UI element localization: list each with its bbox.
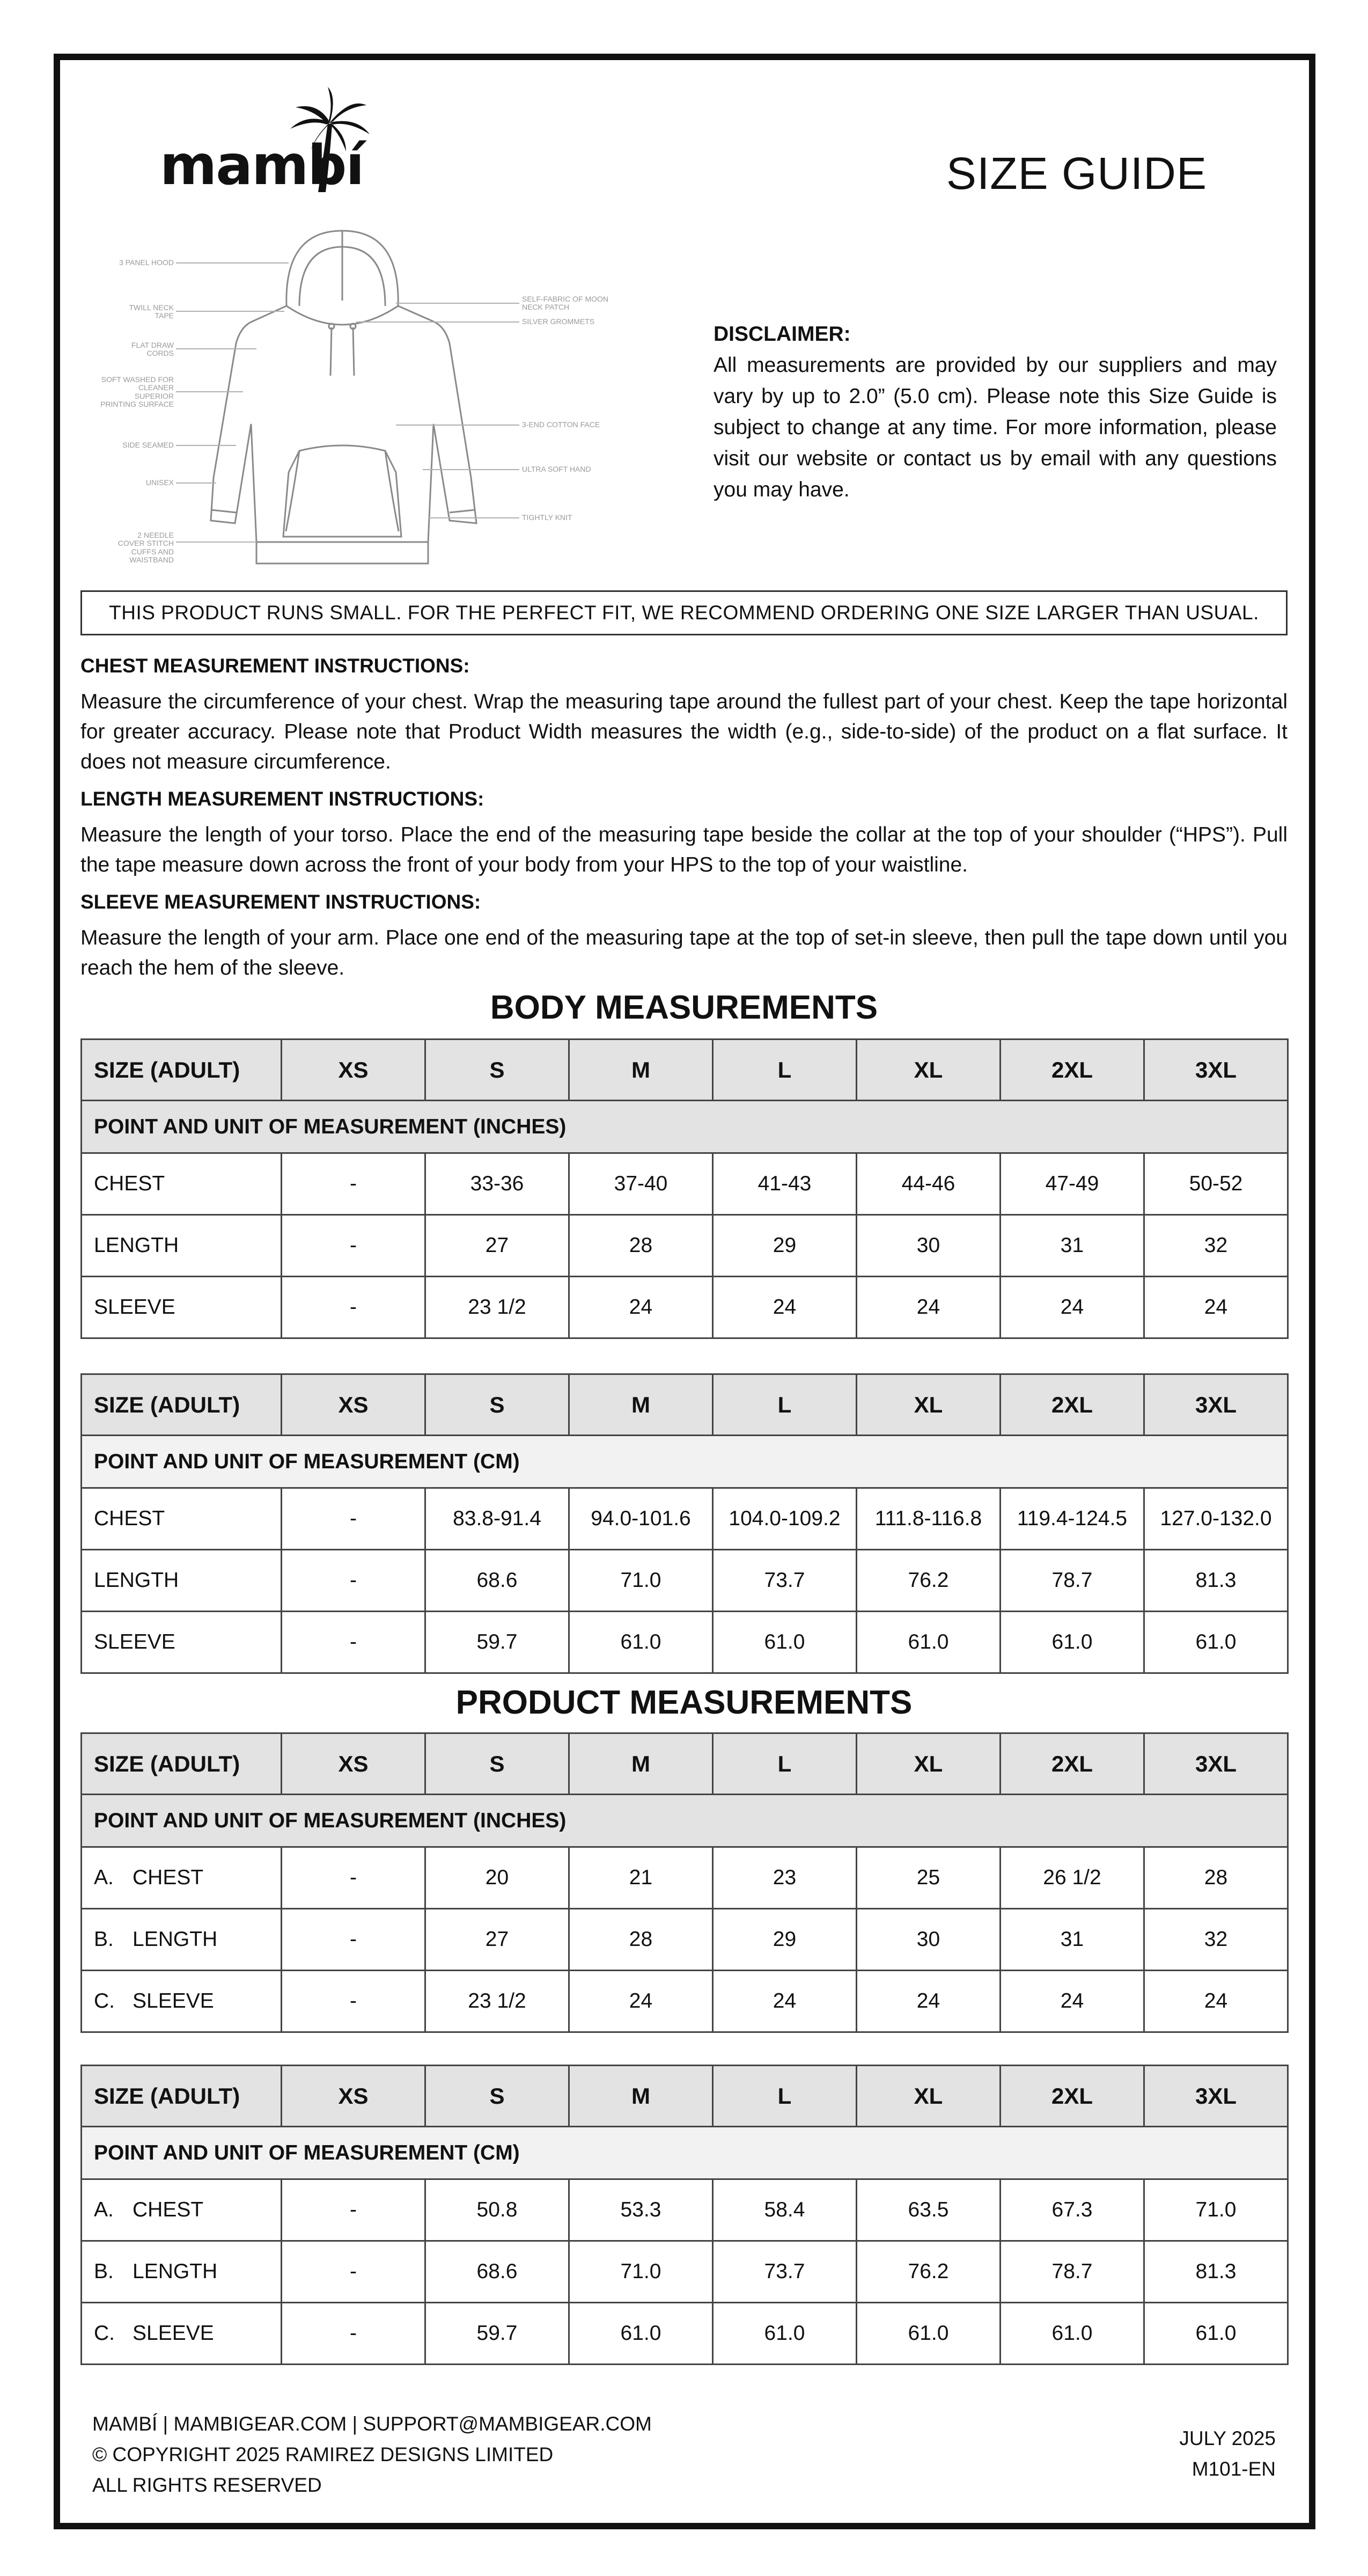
- table-row: [82, 1277, 1288, 1338]
- measurement-letter: A.: [94, 1866, 114, 1889]
- measurement-value: 20: [425, 1847, 569, 1909]
- measurement-value: 61.0: [569, 2303, 713, 2365]
- size-header-cell: M: [569, 1040, 713, 1101]
- callout-3-end-cotton-face: 3-END COTTON FACE: [522, 420, 600, 429]
- size-header-row: [82, 2066, 1288, 2127]
- measurement-value: 32: [1144, 1215, 1288, 1277]
- hoodie-drawing: [95, 220, 670, 585]
- measurement-label: [82, 1550, 282, 1612]
- measurement-value: 24: [857, 1277, 1001, 1338]
- measurement-label: [82, 1215, 282, 1277]
- size-header-cell: SIZE (ADULT): [82, 2066, 282, 2127]
- body-measurements-title: BODY MEASUREMENTS: [490, 989, 878, 1026]
- size-header-cell: L: [713, 1040, 857, 1101]
- measurement-value: 81.3: [1144, 2241, 1288, 2303]
- table-row: [82, 1971, 1288, 2032]
- length-instructions-text: Measure the length of your torso. Place the end of the measuring tape beside the collar at the top of your shoulder (“HPS”). Pull the tape measure down across the front of your body from your HPS to the top of your waistline.: [80, 823, 1288, 876]
- measurement-letter: B.: [94, 1928, 114, 1951]
- size-header-cell: 3XL: [1144, 1040, 1288, 1101]
- measurement-value: -: [282, 1153, 425, 1215]
- size-header-cell: XL: [857, 2066, 1001, 2127]
- table-row: [82, 2179, 1288, 2241]
- measurement-value: 30: [857, 1215, 1001, 1277]
- measurement-value: 78.7: [1001, 2241, 1144, 2303]
- measurement-value: 68.6: [425, 2241, 569, 2303]
- measurement-value: 50.8: [425, 2179, 569, 2241]
- measurement-value: 26 1/2: [1001, 1847, 1144, 1909]
- fit-notice: THIS PRODUCT RUNS SMALL. FOR THE PERFECT FIT, WE RECOMMEND ORDERING ONE SIZE LARGER THAN USUAL.: [80, 590, 1288, 635]
- table-row: [82, 1909, 1288, 1971]
- measurement-value: 24: [857, 1971, 1001, 2032]
- measurement-value: 61.0: [569, 1612, 713, 1673]
- measurement-name: LENGTH: [94, 1569, 179, 1592]
- measurement-value: 61.0: [1001, 2303, 1144, 2365]
- measurement-value: -: [282, 1488, 425, 1550]
- measurement-value: 27: [425, 1909, 569, 1971]
- footer-date: JULY 2025: [1179, 2427, 1276, 2449]
- measurement-value: 68.6: [425, 1550, 569, 1612]
- measurement-value: 127.0-132.0: [1144, 1488, 1288, 1550]
- measurement-name: SLEEVE: [133, 1989, 214, 2012]
- measurement-value: 61.0: [857, 2303, 1001, 2365]
- size-header-cell: 2XL: [1001, 1040, 1144, 1101]
- measurement-value: -: [282, 1971, 425, 2032]
- measurement-value: 28: [1144, 1847, 1288, 1909]
- measurement-value: -: [282, 1550, 425, 1612]
- measurement-value: 119.4-124.5: [1001, 1488, 1144, 1550]
- measurement-value: 23 1/2: [425, 1277, 569, 1338]
- measurement-value: 47-49: [1001, 1153, 1144, 1215]
- measurement-value: 24: [569, 1277, 713, 1338]
- product-measurements-cm-table: [80, 2065, 1289, 2365]
- footer-contact: [92, 2409, 652, 2500]
- callout-silver-grommets: SILVER GROMMETS: [522, 317, 595, 326]
- measurement-letter: C.: [94, 1989, 115, 2012]
- size-header-cell: XS: [282, 1733, 425, 1795]
- measurement-letter: C.: [94, 2322, 115, 2345]
- measurement-value: 61.0: [713, 1612, 857, 1673]
- measurement-value: -: [282, 1277, 425, 1338]
- measurement-value: 30: [857, 1909, 1001, 1971]
- callout-ultra-soft-hand: ULTRA SOFT HAND: [522, 465, 591, 473]
- table-row: [82, 2241, 1288, 2303]
- measurement-value: -: [282, 1909, 425, 1971]
- measurement-label: [82, 2241, 282, 2303]
- size-header-cell: XL: [857, 1040, 1001, 1101]
- measurement-value: 61.0: [713, 2303, 857, 2365]
- footer-line-brand: MAMBÍ | MAMBIGEAR.COM | SUPPORT@MAMBIGEAR.COM: [92, 2413, 652, 2435]
- measurement-letter: A.: [94, 2198, 114, 2221]
- measurement-value: 61.0: [1001, 1612, 1144, 1673]
- table-row: [82, 2303, 1288, 2365]
- measurement-value: 32: [1144, 1909, 1288, 1971]
- size-header-cell: L: [713, 1374, 857, 1436]
- measurement-value: 24: [713, 1971, 857, 2032]
- unit-subheader-row: [82, 2127, 1288, 2179]
- measurement-letter: B.: [94, 2260, 114, 2283]
- measurement-value: 27: [425, 1215, 569, 1277]
- size-header-cell: SIZE (ADULT): [82, 1374, 282, 1436]
- size-header-cell: SIZE (ADULT): [82, 1733, 282, 1795]
- measurement-label: [82, 1277, 282, 1338]
- footer-line-rights: ALL RIGHTS RESERVED: [92, 2474, 322, 2496]
- page-title: SIZE GUIDE: [946, 148, 1207, 199]
- measurement-label: [82, 1488, 282, 1550]
- measurement-value: -: [282, 1612, 425, 1673]
- measurement-name: SLEEVE: [94, 1630, 175, 1653]
- callout-side-seamed: SIDE SEAMED: [122, 441, 174, 449]
- measurement-value: 24: [569, 1971, 713, 2032]
- callout-self-fabric-patch: SELF-FABRIC OF MOON NECK PATCH: [522, 295, 609, 312]
- measurement-name: SLEEVE: [94, 1296, 175, 1319]
- size-header-row: [82, 1374, 1288, 1436]
- measurement-name: LENGTH: [133, 2260, 218, 2283]
- callout-soft-washed: SOFT WASHED FOR CLEANER SUPERIOR PRINTING SURFACE: [100, 375, 174, 409]
- measurement-value: 59.7: [425, 2303, 569, 2365]
- unit-subheader-row: [82, 1101, 1288, 1153]
- disclaimer-heading: DISCLAIMER:: [714, 323, 851, 346]
- table-row: [82, 1215, 1288, 1277]
- measurement-value: 111.8-116.8: [857, 1488, 1001, 1550]
- size-header-cell: M: [569, 1733, 713, 1795]
- callout-3-panel-hood: 3 PANEL HOOD: [119, 258, 174, 267]
- size-header-cell: XS: [282, 1040, 425, 1101]
- measurement-label: [82, 2179, 282, 2241]
- measurement-value: 24: [1001, 1277, 1144, 1338]
- measurement-value: 33-36: [425, 1153, 569, 1215]
- size-header-cell: S: [425, 1733, 569, 1795]
- measurement-value: 50-52: [1144, 1153, 1288, 1215]
- measurement-value: -: [282, 2179, 425, 2241]
- measurement-name: SLEEVE: [133, 2322, 214, 2345]
- body-measurements-cm-table: [80, 1373, 1289, 1674]
- measurement-value: 71.0: [1144, 2179, 1288, 2241]
- measurement-name: LENGTH: [133, 1928, 218, 1951]
- size-header-row: [82, 1040, 1288, 1101]
- size-header-cell: 3XL: [1144, 2066, 1288, 2127]
- disclaimer-text: All measurements are provided by our suppliers and may vary by up to 2.0” (5.0 cm). Please note this Size Guide is subject to change at any time. For more information, please visit our website or contact us by email with any questions you may have.: [714, 354, 1277, 501]
- unit-subheader: POINT AND UNIT OF MEASUREMENT (INCHES): [82, 1101, 1288, 1153]
- measurement-value: -: [282, 2303, 425, 2365]
- measurement-value: 29: [713, 1909, 857, 1971]
- table-row: [82, 1550, 1288, 1612]
- measurement-value: 83.8-91.4: [425, 1488, 569, 1550]
- unit-subheader: POINT AND UNIT OF MEASUREMENT (CM): [82, 2127, 1288, 2179]
- measurement-value: 23: [713, 1847, 857, 1909]
- size-header-cell: S: [425, 1040, 569, 1101]
- measurement-value: 63.5: [857, 2179, 1001, 2241]
- callout-twill-neck-tape: TWILL NECK TAPE: [129, 303, 174, 320]
- chest-instructions-text: Measure the circumference of your chest. Wrap the measuring tape around the fullest part of your chest. Keep the tape horizontal for greater accuracy. Please note that Product Width measures the width (e.g., side-to-side) of the product on a flat surface. It does not measure circumference.: [80, 690, 1288, 773]
- measurement-value: 76.2: [857, 2241, 1001, 2303]
- size-header-cell: XL: [857, 1733, 1001, 1795]
- measurement-value: 58.4: [713, 2179, 857, 2241]
- size-header-cell: 2XL: [1001, 1733, 1144, 1795]
- measurement-label: [82, 1153, 282, 1215]
- measurement-value: 29: [713, 1215, 857, 1277]
- disclaimer-block: [714, 319, 1277, 506]
- measurement-value: 23 1/2: [425, 1971, 569, 2032]
- measurement-name: CHEST: [133, 2198, 204, 2221]
- size-header-cell: M: [569, 2066, 713, 2127]
- measurement-value: 81.3: [1144, 1550, 1288, 1612]
- measurement-value: 28: [569, 1909, 713, 1971]
- measurement-value: 71.0: [569, 2241, 713, 2303]
- measurement-value: 67.3: [1001, 2179, 1144, 2241]
- size-header-cell: L: [713, 2066, 857, 2127]
- measurement-value: 24: [713, 1277, 857, 1338]
- hoodie-illustration: [95, 220, 670, 585]
- footer-code: M101-EN: [1192, 2458, 1276, 2480]
- unit-subheader-row: [82, 1795, 1288, 1847]
- size-header-cell: 2XL: [1001, 2066, 1144, 2127]
- footer-line-copyright: © COPYRIGHT 2025 RAMIREZ DESIGNS LIMITED: [92, 2443, 554, 2465]
- measurement-value: -: [282, 1847, 425, 1909]
- size-header-cell: 2XL: [1001, 1374, 1144, 1436]
- measurement-value: -: [282, 2241, 425, 2303]
- measurement-value: 53.3: [569, 2179, 713, 2241]
- measurement-value: 31: [1001, 1215, 1144, 1277]
- sleeve-instructions-heading: SLEEVE MEASUREMENT INSTRUCTIONS:: [80, 891, 481, 913]
- length-instructions-heading: LENGTH MEASUREMENT INSTRUCTIONS:: [80, 788, 484, 810]
- callout-unisex: UNISEX: [145, 478, 174, 487]
- measurement-value: 28: [569, 1215, 713, 1277]
- table-row: [82, 1153, 1288, 1215]
- size-header-cell: XS: [282, 2066, 425, 2127]
- callout-flat-draw-cords: FLAT DRAW CORDS: [131, 341, 174, 358]
- measurement-instructions: [80, 650, 1288, 990]
- measurement-value: 37-40: [569, 1153, 713, 1215]
- measurement-label: [82, 1612, 282, 1673]
- measurement-label: [82, 1847, 282, 1909]
- measurement-label: [82, 2303, 282, 2365]
- size-header-cell: 3XL: [1144, 1733, 1288, 1795]
- table-row: [82, 1488, 1288, 1550]
- measurement-value: -: [282, 1215, 425, 1277]
- measurement-value: 78.7: [1001, 1550, 1144, 1612]
- footer-version: [1179, 2423, 1276, 2484]
- measurement-value: 31: [1001, 1909, 1144, 1971]
- size-header-cell: 3XL: [1144, 1374, 1288, 1436]
- measurement-name: CHEST: [94, 1172, 165, 1195]
- body-measurements-inches-table: [80, 1038, 1289, 1339]
- measurement-name: LENGTH: [94, 1234, 179, 1257]
- product-measurements-title: PRODUCT MEASUREMENTS: [455, 1684, 913, 1721]
- chest-instructions-heading: CHEST MEASUREMENT INSTRUCTIONS:: [80, 655, 470, 677]
- unit-subheader: POINT AND UNIT OF MEASUREMENT (INCHES): [82, 1795, 1288, 1847]
- table-row: [82, 1612, 1288, 1673]
- measurement-label: [82, 1909, 282, 1971]
- measurement-value: 24: [1144, 1277, 1288, 1338]
- unit-subheader: POINT AND UNIT OF MEASUREMENT (CM): [82, 1436, 1288, 1488]
- size-header-cell: L: [713, 1733, 857, 1795]
- measurement-label: [82, 1971, 282, 2032]
- brand-wordmark: mambí: [160, 134, 364, 197]
- size-header-cell: S: [425, 1374, 569, 1436]
- size-header-cell: XS: [282, 1374, 425, 1436]
- measurement-value: 94.0-101.6: [569, 1488, 713, 1550]
- measurement-value: 71.0: [569, 1550, 713, 1612]
- measurement-value: 61.0: [857, 1612, 1001, 1673]
- measurement-value: 21: [569, 1847, 713, 1909]
- product-measurements-inches-table: [80, 1732, 1289, 2033]
- measurement-value: 73.7: [713, 2241, 857, 2303]
- table-row: [82, 1847, 1288, 1909]
- size-header-row: [82, 1733, 1288, 1795]
- size-header-cell: XL: [857, 1374, 1001, 1436]
- sleeve-instructions-text: Measure the length of your arm. Place one end of the measuring tape at the top of set-in sleeve, then pull the tape down until you reach the hem of the sleeve.: [80, 926, 1288, 979]
- callout-2-needle-cover-stitch: 2 NEEDLE COVER STITCH CUFFS AND WAISTBAND: [117, 531, 174, 565]
- measurement-value: 76.2: [857, 1550, 1001, 1612]
- measurement-value: 61.0: [1144, 1612, 1288, 1673]
- unit-subheader-row: [82, 1436, 1288, 1488]
- measurement-value: 24: [1144, 1971, 1288, 2032]
- measurement-name: CHEST: [133, 1866, 204, 1889]
- measurement-value: 25: [857, 1847, 1001, 1909]
- measurement-value: 41-43: [713, 1153, 857, 1215]
- size-header-cell: S: [425, 2066, 569, 2127]
- measurement-value: 61.0: [1144, 2303, 1288, 2365]
- size-header-cell: M: [569, 1374, 713, 1436]
- measurement-value: 44-46: [857, 1153, 1001, 1215]
- measurement-value: 73.7: [713, 1550, 857, 1612]
- size-header-cell: SIZE (ADULT): [82, 1040, 282, 1101]
- brand-logo: [160, 86, 385, 197]
- callout-tightly-knit: TIGHTLY KNIT: [522, 513, 572, 522]
- measurement-value: 59.7: [425, 1612, 569, 1673]
- measurement-value: 104.0-109.2: [713, 1488, 857, 1550]
- measurement-name: CHEST: [94, 1507, 165, 1530]
- measurement-value: 24: [1001, 1971, 1144, 2032]
